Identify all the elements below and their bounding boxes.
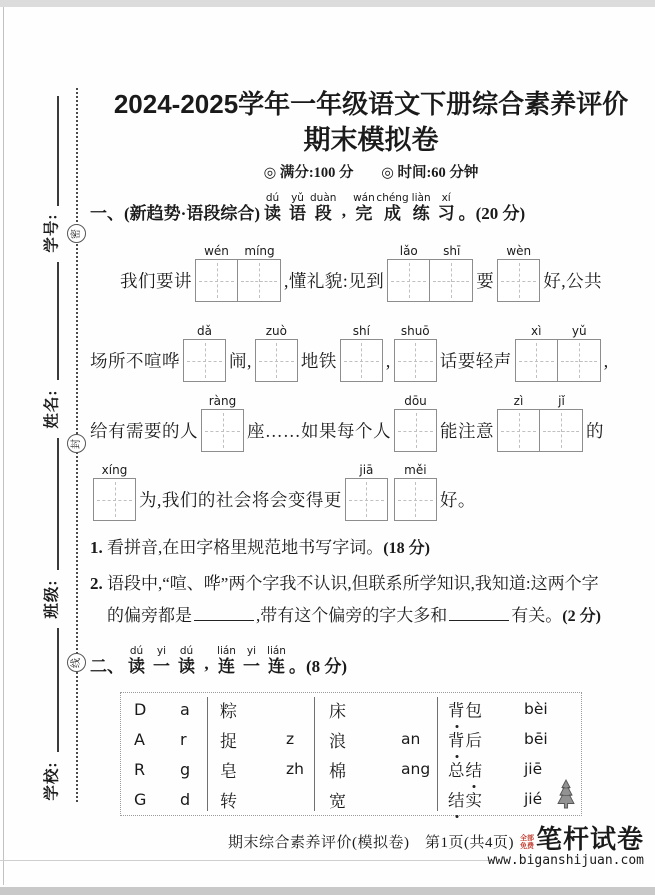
passage-text: 为,我们的社会将会变得更	[139, 490, 342, 510]
passage-text: 能注意	[440, 421, 494, 441]
table-row: 转	[220, 791, 237, 811]
question-1-score: (18 分)	[383, 540, 430, 557]
writing-box	[387, 259, 430, 302]
page-edge-line	[3, 7, 4, 885]
page-footer: 期末综合素养评价(模拟卷) 第1页(共4页)	[228, 835, 514, 851]
question-2-text: 语段中,“喧、哗”两个字我不认识,但联系所学知识,我知道:这两个字	[107, 574, 599, 593]
seal-char-mi: 密	[67, 224, 86, 243]
question-2-line2: 的偏旁都是 ,带有这个偏旁的字大多和 有关。(2 分)	[107, 606, 601, 625]
school-label: 学校:	[43, 761, 61, 801]
writing-box-group	[497, 395, 583, 452]
passage-text: 座……如果每个人	[247, 421, 391, 441]
table-row: 浪 an	[329, 730, 421, 751]
question-2-number: 2.	[90, 574, 103, 593]
passage-text: 好。	[439, 490, 476, 510]
footer-rule	[0, 860, 494, 861]
writing-box-group	[195, 245, 281, 302]
table-row: D a	[134, 699, 190, 719]
writing-box	[558, 339, 601, 382]
answer-blank	[449, 618, 509, 621]
writing-box-group	[340, 325, 383, 382]
scan-bottom-bar	[0, 887, 655, 895]
passage-text: 闹,	[229, 351, 252, 371]
passage-text: 好,公共	[543, 271, 603, 291]
answer-blank	[194, 618, 254, 621]
writing-box	[394, 409, 437, 452]
table-row: 棉 ang	[329, 760, 431, 781]
passage-line	[90, 463, 652, 521]
writing-box	[238, 259, 281, 302]
free-badge: 全部免费	[519, 834, 534, 850]
table-row: A r	[134, 729, 187, 749]
class-blank-line	[57, 438, 59, 570]
section1-heading-prefix: 一、(新趋势·语段综合)	[90, 204, 260, 223]
page-title-line1: 2024-2025学年一年级语文下册综合素养评价	[113, 89, 629, 119]
pinyin-label: yǔ	[571, 324, 587, 338]
writing-box	[430, 259, 473, 302]
passage-text: 地铁	[300, 351, 337, 371]
pinyin-label: xì	[531, 324, 542, 338]
pinyin-label: jiā	[359, 463, 374, 477]
writing-box	[183, 339, 226, 382]
pinyin-label: ràng	[208, 394, 237, 408]
table-row: G d	[134, 789, 191, 809]
passage-text: 话要轻声	[439, 351, 512, 371]
matching-table	[120, 692, 582, 816]
writing-box	[195, 259, 238, 302]
writing-box-group	[201, 395, 244, 452]
question-1-text: 看拼音,在田字格里规范地书写字词。	[107, 538, 384, 557]
writing-box-group	[183, 325, 226, 382]
pinyin-label: jǐ	[558, 394, 565, 408]
seal-char-feng: 封	[67, 434, 86, 453]
section2-heading-score: 。(8 分)	[289, 657, 348, 676]
writing-box-group	[515, 325, 601, 382]
pinyin-label: shī	[443, 244, 461, 258]
section1-heading-ruby: dú 读 yǔ 语 duàn 段 , wán 完 chéng 成 liàn 练 xí 习	[264, 192, 455, 223]
pinyin-label: shuō	[400, 324, 430, 338]
pinyin-label: měi	[404, 463, 427, 477]
student-id-blank-line	[57, 96, 59, 206]
exam-info	[90, 164, 652, 182]
table-row: 床	[329, 701, 346, 721]
passage-text: 场所不喧哗	[90, 351, 180, 371]
tree-icon	[554, 779, 578, 813]
class-label: 班级:	[43, 579, 61, 619]
writing-box-group	[394, 464, 437, 521]
writing-box-group	[93, 464, 136, 521]
writing-box	[394, 478, 437, 521]
seal-char-xian: 线	[67, 653, 86, 672]
table-group	[315, 694, 437, 814]
writing-box	[255, 339, 298, 382]
table-row: 粽	[220, 701, 237, 721]
student-id-label: 学号:	[43, 213, 61, 253]
writing-box	[201, 409, 244, 452]
writing-box	[340, 339, 383, 382]
passage-text: 的	[586, 421, 604, 441]
name-label: 姓名:	[43, 389, 61, 429]
writing-box-group	[497, 245, 540, 302]
passage-line	[90, 394, 652, 452]
writing-box	[394, 339, 437, 382]
ring-bullet-icon: ◎	[263, 165, 277, 181]
section2-heading-ruby: dú 读 yi 一 dú 读 , lián 连 yi 一 lián 连	[128, 645, 286, 676]
passage-text: ,	[603, 351, 609, 371]
table-row: 总结 jiē	[438, 754, 581, 784]
time-limit: ◎ 时间:60 分钟	[381, 165, 479, 181]
name-blank-line	[57, 262, 59, 380]
page-title-line2: 期末模拟卷	[303, 125, 439, 155]
passage-line	[90, 324, 652, 382]
passage-text: 我们要讲	[120, 271, 192, 291]
passage-line	[120, 244, 652, 302]
full-score: ◎ 满分:100 分	[263, 165, 354, 181]
writing-box-group	[345, 464, 388, 521]
table-row: 皂 zh	[220, 760, 304, 781]
writing-box-group	[255, 325, 298, 382]
table-group	[208, 694, 314, 814]
passage-text: ,	[385, 351, 391, 371]
table-row: 捉 z	[220, 730, 295, 751]
section1-heading-score: 。(20 分)	[458, 204, 526, 223]
passage-text: 要	[476, 271, 495, 291]
pinyin-label: xíng	[101, 463, 128, 477]
table-group	[121, 694, 207, 814]
writing-box-group	[387, 245, 473, 302]
ring-bullet-icon: ◎	[381, 165, 394, 181]
writing-box-group	[394, 395, 437, 452]
writing-box	[93, 478, 136, 521]
table-row: 宽	[329, 791, 346, 811]
table-row: 背后 bēi	[438, 724, 581, 754]
passage-text: 给有需要的人	[90, 421, 198, 441]
question-1	[90, 537, 652, 560]
table-row: R g	[134, 759, 191, 779]
pinyin-label: dǎ	[197, 324, 212, 338]
section2-heading-prefix: 二、	[90, 657, 124, 676]
pinyin-label: wèn	[506, 244, 532, 258]
pinyin-label: shí	[352, 324, 370, 338]
passage-text: ,懂礼貌:见到	[284, 271, 385, 291]
pinyin-label: zì	[513, 394, 524, 408]
section2-heading	[90, 641, 652, 677]
writing-box	[345, 478, 388, 521]
writing-box	[515, 339, 558, 382]
writing-box	[497, 259, 540, 302]
pinyin-label: míng	[244, 244, 275, 258]
writing-box-group	[394, 325, 437, 382]
table-row: 结实 jié	[438, 784, 581, 814]
writing-box	[497, 409, 540, 452]
exam-content	[90, 0, 652, 852]
brand-url: www.biganshijuan.com	[487, 853, 644, 868]
section1-heading	[90, 188, 652, 224]
question-2-line1	[90, 573, 652, 595]
brand-logo	[487, 825, 644, 868]
school-blank-line	[57, 628, 59, 752]
table-row: 背包 bèi	[438, 694, 581, 724]
pinyin-label: lǎo	[399, 244, 418, 258]
pinyin-label: wén	[204, 244, 229, 258]
pinyin-label: dōu	[404, 394, 427, 408]
pinyin-passage	[90, 244, 652, 521]
brand-name: 笔杆试卷	[535, 824, 644, 854]
question-1-number: 1.	[90, 538, 103, 557]
writing-box	[540, 409, 583, 452]
pinyin-label: zuò	[265, 324, 287, 338]
